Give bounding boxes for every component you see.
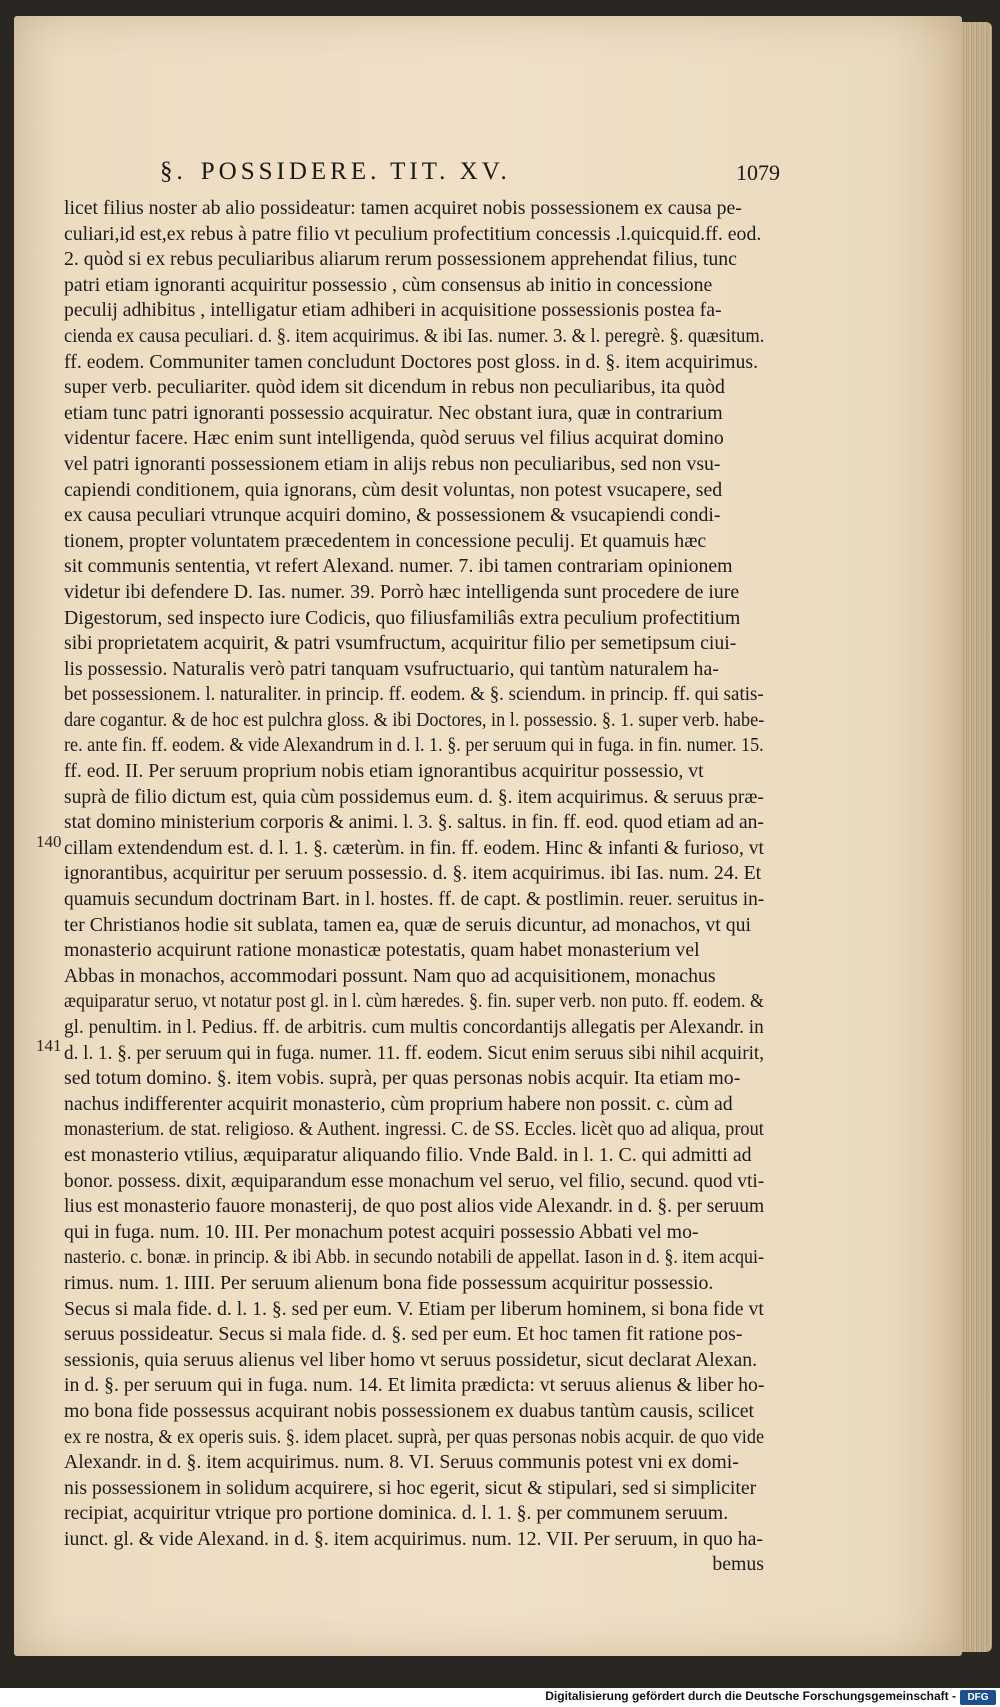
text-line: peculij adhibitus , intelligatur etiam adhiberi in acquisitione possessionis postea fa- [64,299,722,322]
text-line: nachus indifferenter acquirit monasterio, cùm proprium habere non possit. c. cùm ad [64,1092,733,1115]
text-line: etiam tunc patri ignoranti possessio acquiratur. Nec obstant iura, quæ in contrarium [64,401,723,424]
text-line: tionem, propter voluntatem præcedentem in concessione peculij. Et quamuis hæc [64,529,707,552]
text-line: nis possessionem in solidum acquirere, si hoc egerit, sicut & stipulari, sed si simpliciter [64,1476,757,1499]
text-line: qui in fuga. num. 10. III. Per monachum potest acquiri possessio Abbati vel mo- [64,1220,699,1243]
text-line: ter Christianos hodie sit sublata, tamen ea, quæ de seruis dicuntur, ad monachos, vt qui [64,913,752,936]
running-title: POSSIDERE. TIT. XV. [200,158,511,185]
text-line: lius est monasterio fauore monasterij, de quo post alios vide Alexandr. in d. §. per seruum [64,1195,764,1218]
margin-number-140: 140 [36,832,62,851]
text-line: mo bona fide possessus acquirant nobis possessionem ex duabus tantùm causis, scilicet [64,1399,755,1422]
text-line: videntur facere. Hæc enim sunt intelligenda, quòd seruus vel filius acquirat domino [64,427,724,450]
text-line: videtur ibi defendere D. Ias. numer. 39. Porrò hæc intelligenda sunt procedere de iure [64,580,740,603]
text-line: bonor. possess. dixit, æquiparandum esse monachum vel seruo, vel filio, secund. quod vti- [64,1169,764,1192]
running-header [160,158,770,192]
folio-number: 1079 [736,160,780,185]
text-line: super verb. peculiariter. quòd idem sit dicendum in rebus non peculiaribus, ita quòd [64,376,725,399]
text-line: bemus [712,1553,764,1576]
text-line: licet filius noster ab alio possideatur: tamen acquiret nobis possessionem ex causa pe- [64,197,742,219]
text-line: sessionis, quia seruus alienus vel liber homo vt seruus possidetur, sicut declarat Alexan. [64,1348,758,1371]
section-mark: §. [160,158,187,185]
text-line: ex causa peculiari vtrunque acquiri domino, & possessionem & vsucapiendi condi- [64,504,721,527]
digitization-footer [0,1688,1000,1707]
text-line: monasterium. de stat. religioso. & Authent. ingressi. C. de SS. Eccles. licèt quo ad aliqua, prout [64,1118,764,1141]
text-line: bet possessionem. l. naturaliter. in princip. ff. eodem. & §. sciendum. in princip. ff. qui satis- [64,683,764,706]
text-line: cillam extendendum est. d. l. 1. §. cæterùm. in fin. ff. eodem. Hinc & infanti & furioso, vt [64,836,764,859]
text-line: ex re nostra, & ex operis suis. §. idem placet. suprà, per quas personas nobis acquir. de quo vide [64,1425,764,1448]
text-line: cienda ex causa peculiari. d. §. item acquirimus. & ibi Ias. numer. 3. & l. peregrè. §. quæsitum. [64,324,764,347]
text-line: 2. quòd si ex rebus peculiaribus aliarum rerum possessionem apprehendat filius, tunc [64,248,737,271]
text-line: sit communis sententia, vt refert Alexand. numer. 7. ibi tamen contrariam opinionem [64,555,733,578]
text-line: capiendi conditionem, quia ignorans, cùm desit voluntas, non potest vsucapere, sed [64,478,723,501]
text-line: vel patri ignoranti possessionem etiam in alijs rebus non peculiaribus, sed non vsu- [64,452,721,475]
text-line: sed totum domino. §. item vobis. suprà, per quas personas nobis acquir. Ita etiam mo- [64,1067,741,1090]
text-line: monasterio acquirunt ratione monasticæ potestatis, quam habet monasterium vel [64,939,700,962]
text-line: sibi proprietatem acquirit, & patri vsumfructum, acquiritur filio per semetipsum ciui- [64,632,737,655]
text-line: Alexandr. in d. §. item acquirimus. num. 8. VI. Seruus communis potest vni ex domi- [64,1451,739,1474]
text-line: Secus si mala fide. d. l. 1. §. sed per eum. V. Etiam per liberum hominem, si bona fide vt [64,1297,764,1320]
text-line: ff. eodem. Communiter tamen concludunt Doctores post gloss. in d. §. item acquirimus. [64,350,759,373]
text-line: est monasterio vtilius, æquiparatur aliquando filio. Vnde Bald. in l. 1. C. qui admitti ad [64,1143,752,1166]
text-line: re. ante fin. ff. eodem. & vide Alexandrum in d. l. 1. §. per seruum qui in fuga. in fin. numer. 15. [64,734,764,757]
text-line: in d. §. per seruum qui in fuga. num. 14. Et limita prædicta: vt seruus alienus & liber ho- [64,1374,764,1397]
dfg-logo: DFG [960,1690,996,1705]
text-line: æquiparatur seruo, vt notatur post gl. in l. cùm hæredes. §. fin. super verb. non puto. ff. eodem. & [64,990,764,1013]
text-line: ignorantibus, acquiritur per seruum possessio. d. §. item acquirimus. ibi Ias. num. 24. Et [64,862,762,885]
text-line: gl. penultim. in l. Pedius. ff. de arbitris. cum multis concordantijs allegatis per Alexandr. in [64,1016,764,1038]
text-line: stat domino ministerium corporis & animi. l. 3. §. saltus. in fin. ff. eod. quod etiam ad an- [64,811,764,834]
text-line: rimus. num. 1. IIII. Per seruum alienum bona fide possessum acquiritur possessio. [64,1271,714,1294]
text-line: recipiat, acquiritur vtrique pro portione dominica. d. l. 1. §. per communem seruum. [64,1502,729,1525]
text-line: seruus possideatur. Secus si mala fide. d. §. sed per eum. Et hoc tamen fit ratione pos- [64,1323,743,1346]
text-line: culiari,id est,ex rebus à patre filio vt peculium profectitium concessis .l.quicquid.ff. eod. [64,222,762,245]
text-line: Digestorum, sed inspecto iure Codicis, quo filiusfamiliâs extra peculium profectitium [64,606,741,629]
text-line: Abbas in monachos, accommodari possunt. Nam quo ad acquisitionem, monachus [64,964,716,987]
text-line: ff. eod. II. Per seruum proprium nobis etiam ignorantibus acquiritur possessio, vt [64,760,704,783]
text-line: patri etiam ignoranti acquiritur possessio , cùm consensus ab initio in concessione [64,273,713,296]
footer-credit: Digitalisierung gefördert durch die Deutsche Forschungsgemeinschaft - [545,1689,956,1703]
text-line: nasterio. c. bonæ. in princip. & ibi Abb. in secundo notabili de appellat. Iason in d. §. item acqui- [64,1246,764,1269]
text-line: lis possessio. Naturalis verò patri tanquam vsufructuario, qui tantùm naturalem ha- [64,657,719,680]
text-line: d. l. 1. §. per seruum qui in fuga. numer. 11. ff. eodem. Sicut enim seruus sibi nihil acquirit, [64,1041,764,1064]
page-edges [962,22,992,1652]
text-line: quamuis secundum doctrinam Bart. in l. hostes. ff. de capt. & postlimin. reuer. seruitus in- [64,888,764,911]
text-line: iunct. gl. & vide Alexand. in d. §. item acquirimus. num. 12. VII. Per seruum, in quo ha- [64,1527,764,1550]
margin-number-141: 141 [36,1036,62,1055]
text-line: dare cogantur. & de hoc est pulchra gloss. & ibi Doctores, in l. possessio. §. 1. super verb. habe- [64,708,764,731]
body-text [64,196,764,1578]
text-line: suprà de filio dictum est, quia cùm possidemus eum. d. §. item acquirimus. & seruus præ- [64,785,764,808]
